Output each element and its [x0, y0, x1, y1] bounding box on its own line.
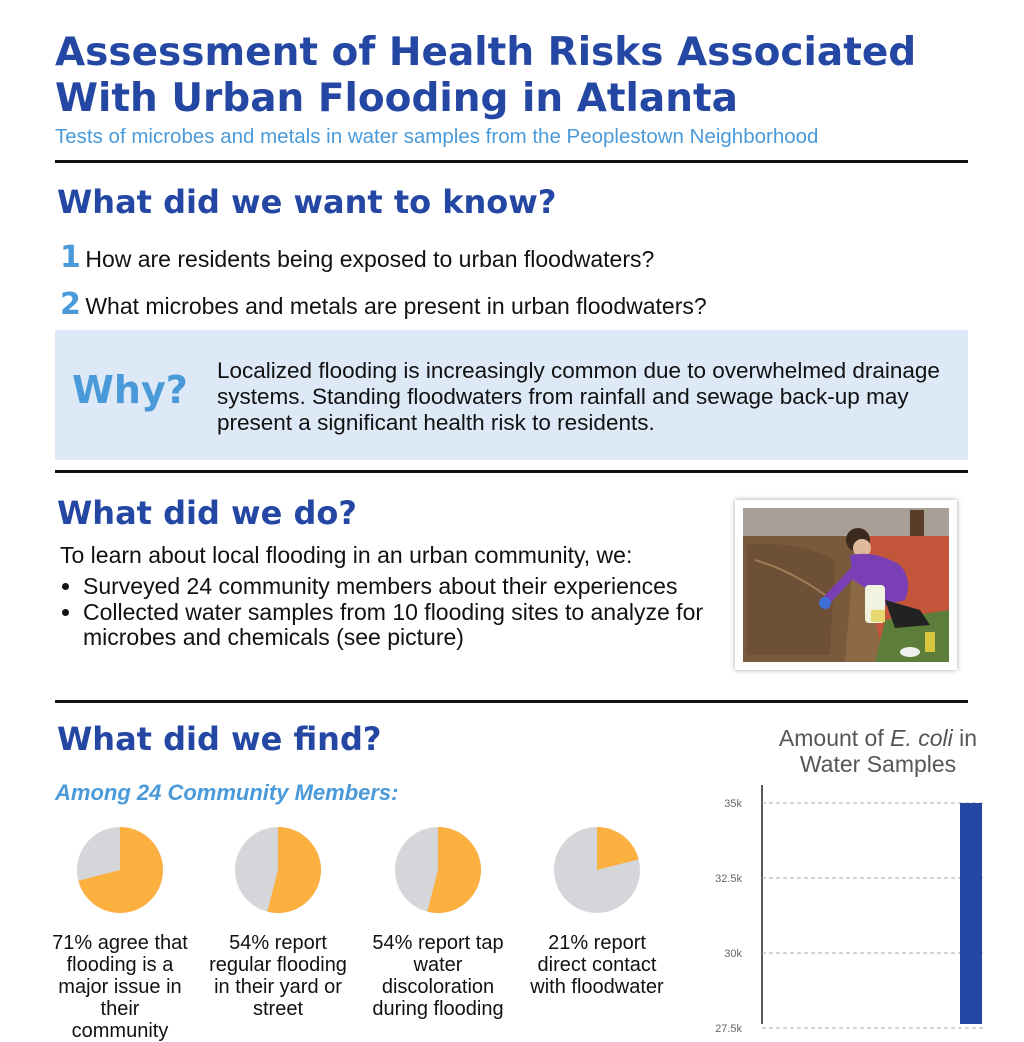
chart-title-part: Amount of	[778, 725, 891, 751]
question-number: 1	[60, 240, 81, 275]
pie-card	[527, 825, 667, 998]
y-tick-label: 35k	[724, 798, 742, 810]
page-subtitle: Tests of microbes and metals in water samples from the Peoplestown Neighborhood	[55, 125, 819, 148]
field-sampling-photo	[735, 500, 957, 670]
divider	[55, 470, 968, 473]
pie-caption: 54% report tap water discoloration during flooding	[372, 932, 504, 1020]
photo-illustration	[735, 500, 957, 670]
y-tick-label: 27.5k	[715, 1023, 742, 1035]
why-text: Localized flooding is increasingly common due to overwhelmed drainage systems. Standing floodwaters from rainfall and sewage back-up may present a significant health risk to residents.	[217, 358, 940, 435]
heading-want-to-know: What did we want to know?	[57, 183, 557, 221]
question-text: What microbes and metals are present in urban floodwaters?	[85, 293, 707, 319]
heading-what-we-found: What did we find?	[57, 720, 382, 758]
pie-chart	[393, 825, 483, 915]
pie-card	[208, 825, 348, 1020]
list-item: • Surveyed 24 community members about their experiences	[83, 574, 723, 599]
methods-list	[55, 574, 723, 651]
divider	[55, 160, 968, 163]
pie-chart	[75, 825, 165, 915]
pie-caption: 21% report direct contact with floodwater	[530, 932, 664, 998]
heading-what-we-did: What did we do?	[57, 494, 357, 532]
y-tick-label: 30k	[724, 948, 742, 960]
chart-title-part: in Water Samples	[799, 725, 978, 777]
pie-chart	[552, 825, 642, 915]
question-text: How are residents being exposed to urban floodwaters?	[85, 246, 655, 272]
question-2	[60, 287, 707, 322]
chart-title	[760, 725, 996, 777]
why-label: Why?	[72, 368, 188, 412]
page-title: Assessment of Health Risks Associated With Urban Flooding in Atlanta	[55, 30, 917, 121]
pie-caption: 71% agree that flooding is a major issue in their community	[52, 932, 188, 1042]
y-tick-label: 32.5k	[715, 873, 742, 885]
ecoli-bar	[960, 803, 982, 1024]
pie-card	[50, 825, 190, 1042]
chart-title-organism: E. coli	[890, 725, 953, 751]
divider	[55, 700, 968, 703]
members-label: Among 24 Community Members:	[55, 780, 399, 805]
pie-card	[368, 825, 508, 1020]
pie-caption: 54% report regular flooding in their yard or street	[209, 932, 347, 1020]
question-1	[60, 240, 654, 275]
list-item: • Collected water samples from 10 flooding sites to analyze for microbes and chemicals (see picture)	[83, 600, 723, 650]
ecoli-bar-chart	[680, 785, 1010, 1035]
question-number: 2	[60, 287, 81, 322]
pie-chart	[233, 825, 323, 915]
methods-intro: To learn about local flooding in an urban community, we:	[60, 542, 633, 568]
